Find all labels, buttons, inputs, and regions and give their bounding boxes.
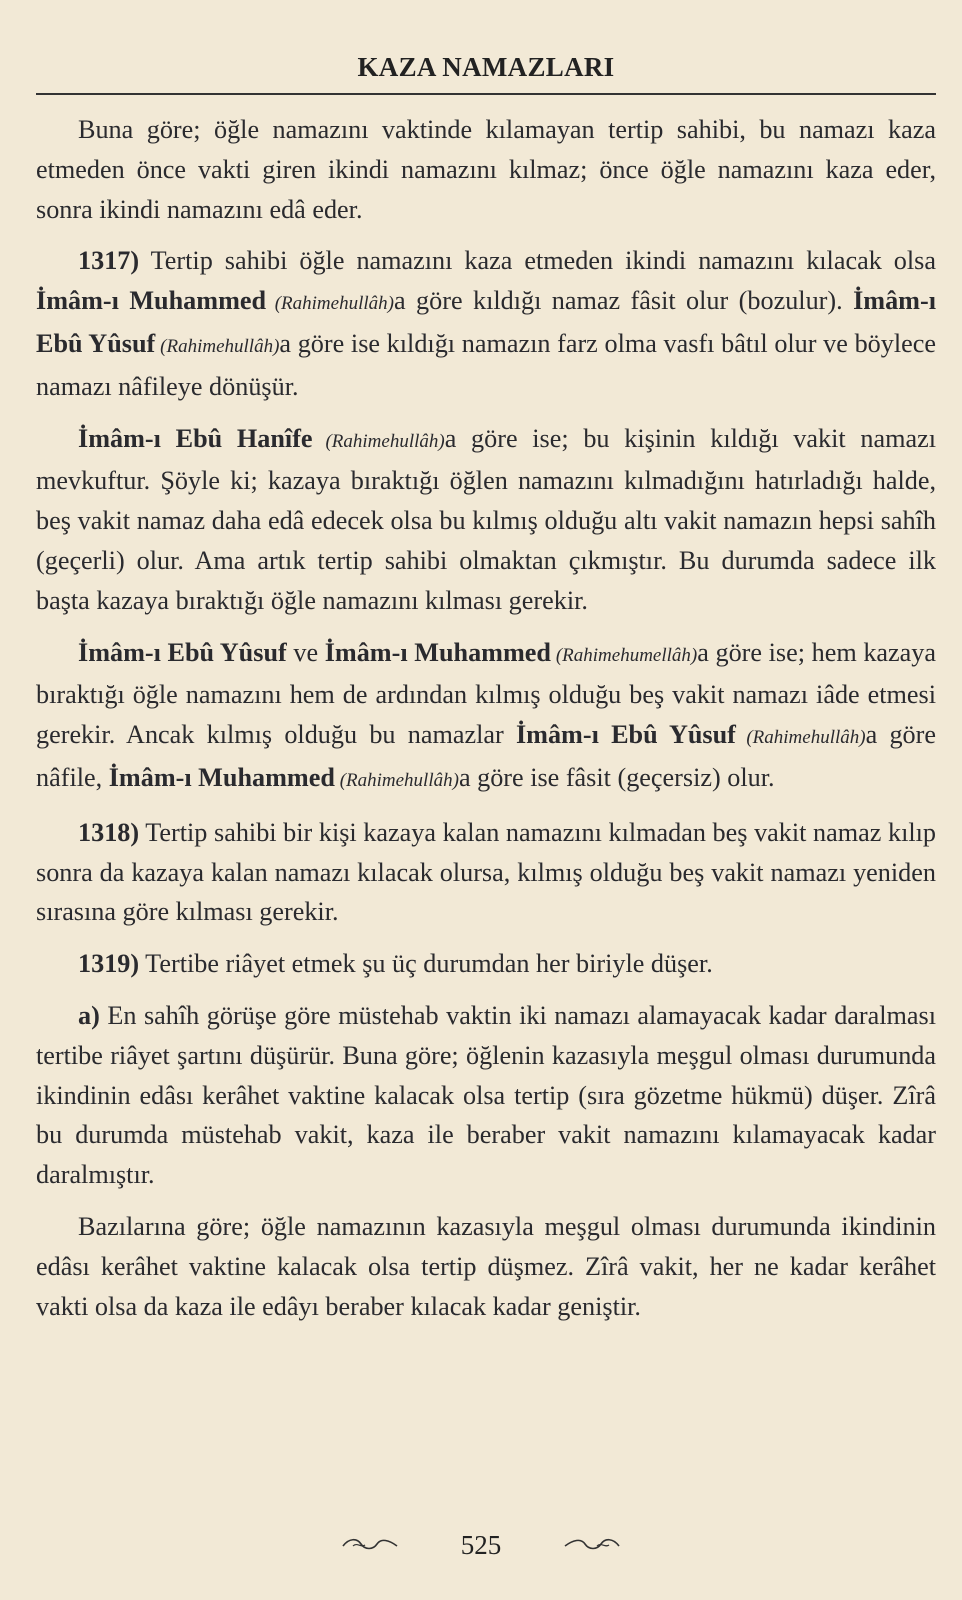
imam-name: İmâm-ı Muhammed <box>108 762 335 792</box>
text: En sahîh görüşe göre müstehab vaktin iki namazı alamayacak kadar daralması tertibe riâyet şartını düşürür. Buna göre; öğlenin kazasıyla meşgul olması durumunda ikindinin edâsı kerâhet vaktine kalacak olsa tertip (sıra gözetme hükmü) düşer. Zîrâ bu durumda müstehab vakit, kaza ile beraber vakit namazını kılamayacak kadar daralmıştır. <box>36 1000 936 1190</box>
honorific: (Rahimehullâh) <box>266 293 394 315</box>
text: a göre ise fâsit (geçersiz) olur. <box>458 762 775 792</box>
text: a göre ise; hem kazaya bıraktığı öğle namazını hem de ardından kılmış olduğu beş vakit namazı iâde etmesi gerekir. Ancak kılmış olduğu bu namazlar <box>36 637 937 750</box>
text: a göre ise; bu kişinin kıldığı vakit namazı mevkuftur. Şöyle ki; kazaya bıraktığı öğlen namazını kılmadığını hatırladığı halde, beş vakit namaz daha edâ edecek olsa bu kılmış olduğu altı vakit namazın hepsi sahîh (geçerli) olur. Ama artık tertip sahibi olmaktan çıkmıştır. Bu durumda sadece ilk başta kazaya bıraktığı öğle namazını kılması gerekir. <box>36 423 936 615</box>
honorific: (Rahimehullâh) <box>155 335 280 357</box>
honorific: (Rahimehumellâh) <box>551 644 698 666</box>
item-letter: a) <box>78 1000 100 1030</box>
item-number: 1318) <box>78 817 140 847</box>
text: a göre kıldığı namaz fâsit olur (bozulur). <box>393 286 854 316</box>
imam-name: İmâm-ı Ebû Yûsuf <box>78 637 287 667</box>
paragraph-a <box>36 996 936 1195</box>
right-flourish-icon <box>561 1536 623 1554</box>
item-number: 1317) <box>78 246 140 276</box>
paragraph-ebu-yusuf-muhammed <box>36 633 936 801</box>
paragraph-ebu-hanife <box>36 419 936 621</box>
text: a göre ise kıldığı namazın farz olma vasfı bâtıl olur ve böylece namazı nâfileye dönüşür. <box>36 328 936 401</box>
text: ve <box>286 637 325 667</box>
text: Tertip sahibi öğle namazını kaza etmeden ikindi namazını kılacak olsa <box>139 246 936 276</box>
item-number: 1319) <box>78 949 140 979</box>
imam-name: İmâm-ı Ebû Yûsuf <box>36 286 936 358</box>
page-title: KAZA NAMAZLARI <box>357 52 615 82</box>
header-rule <box>36 93 936 95</box>
paragraph-1318 <box>36 813 936 932</box>
imam-name: İmâm-ı Muhammed <box>324 637 551 667</box>
imam-name: İmâm-ı Ebû Hanîfe <box>78 423 313 453</box>
imam-name: İmâm-ı Ebû Yûsuf <box>515 720 736 750</box>
imam-name: İmâm-ı Muhammed <box>36 286 267 316</box>
page-body <box>36 110 936 1338</box>
paragraph-1317 <box>36 241 936 406</box>
paragraph-1: Buna göre; öğle namazını vaktinde kılamayan tertip sahibi, bu namazı kaza etmeden önce vakti giren ikindi namazını kılmaz; önce öğle namazını kaza eder, sonra ikindi namazını edâ eder. <box>36 115 936 224</box>
honorific: (Rahimehullâh) <box>312 430 445 452</box>
page-number: 525 <box>460 1529 502 1560</box>
paragraph-1319 <box>36 944 936 984</box>
paragraph-bazilarina: Bazılarına göre; öğle namazının kazasıyla meşgul olması durumunda ikindinin edâsı kerâhet vaktine kalacak olsa tertip düşmez. Zîrâ vakit, her ne kadar kerâhet vakti olsa da kaza ile edâyı beraber kılacak kadar geniştir. <box>36 1211 936 1321</box>
text: Tertibe riâyet etmek şu üç durumdan her biriyle düşer. <box>139 949 713 979</box>
page-footer <box>0 1525 962 1565</box>
honorific: (Rahimehullâh) <box>334 769 459 791</box>
left-flourish-icon <box>339 1536 401 1554</box>
text: a göre nâfile, <box>36 720 936 792</box>
honorific: (Rahimehullâh) <box>735 727 866 749</box>
text: Tertip sahibi bir kişi kazaya kalan namazını kılmadan beş vakit namaz kılıp sonra da kazaya kalan namazı kılacak olursa, kılmış olduğu beş vakit namazı yeniden sırasına göre kılması gerekir. <box>36 817 936 927</box>
